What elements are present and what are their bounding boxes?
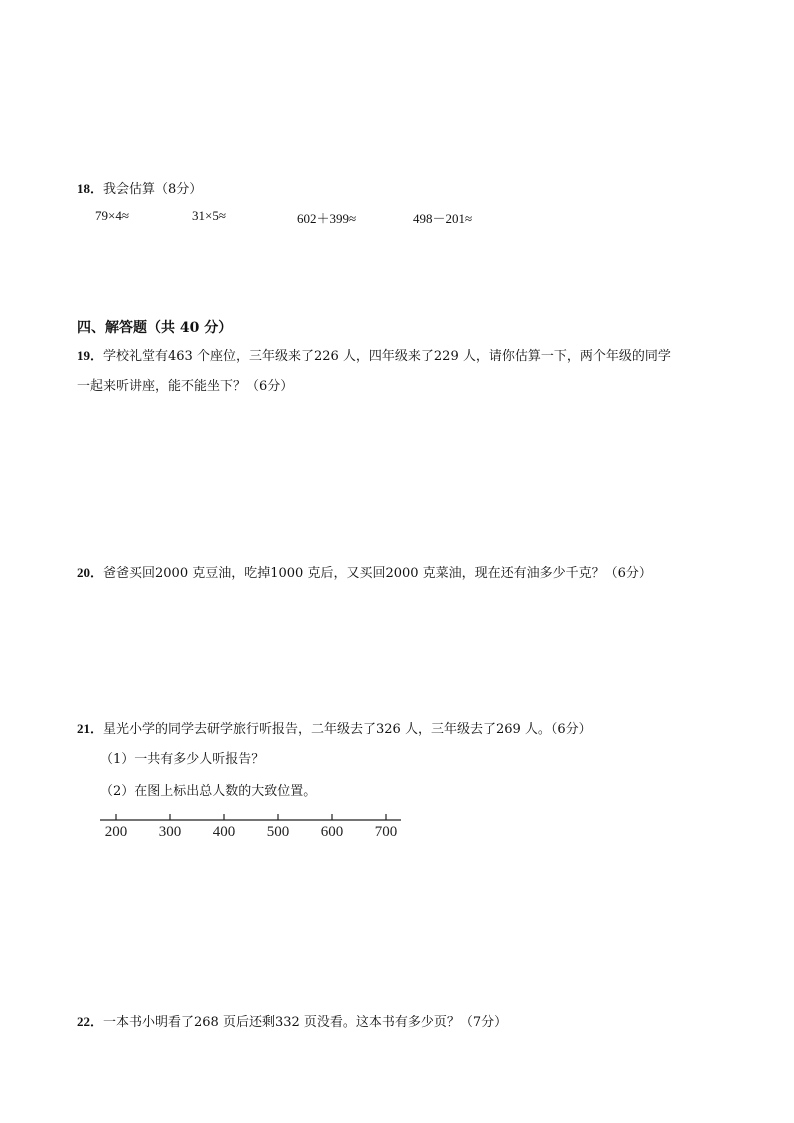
number-line-label: 300 (158, 824, 182, 840)
q21-number: 21． (77, 721, 104, 736)
estimate-item: 31×5≈ (192, 208, 226, 223)
number-line-label: 700 (374, 824, 398, 840)
q21-question (77, 718, 592, 737)
q19-line1 (77, 345, 671, 364)
q18-title: 我会估算（8分） (103, 182, 203, 197)
number-line-label: 400 (212, 824, 236, 840)
estimate-item: 79×4≈ (95, 208, 129, 223)
q21-subquestion-1: （1）一共有多少人听报告？ (100, 752, 265, 767)
q18-number: 18． (77, 181, 104, 196)
q22-text: 一本书小明看了268 页后还剩332 页没看。这本书有多少页？（7分） (103, 1015, 508, 1030)
q20-question (77, 562, 652, 581)
number-line-label: 600 (320, 824, 344, 840)
q19-line2: 一起来听讲座，能不能坐下？（6分） (77, 379, 294, 394)
q20-text: 爸爸买回2000 克豆油，吃掉1000 克后，又买回2000 克菜油，现在还有油多少千克？（6分） (103, 566, 652, 581)
q18-heading (77, 178, 202, 197)
estimate-item: 498－201≈ (413, 211, 473, 226)
number-line-label: 200 (104, 824, 128, 840)
estimate-item: 602＋399≈ (297, 211, 357, 226)
q19-text: 学校礼堂有463 个座位，三年级来了226 人，四年级来了229 人，请你估算一下，两个年级的同学 (103, 349, 671, 364)
q20-number: 20． (77, 565, 104, 580)
q22-question (77, 1011, 507, 1030)
q21-text: 星光小学的同学去研学旅行听报告，二年级去了326 人，三年级去了269 人。（6分） (103, 722, 592, 737)
q22-number: 22． (77, 1014, 104, 1029)
number-line-label: 500 (266, 824, 290, 840)
number-line (96, 808, 406, 844)
q19-number: 19． (77, 348, 104, 363)
q21-subquestion-2: （2）在图上标出总人数的大致位置。 (100, 784, 317, 799)
section-title: 四、解答题（共 40 分） (77, 320, 233, 336)
